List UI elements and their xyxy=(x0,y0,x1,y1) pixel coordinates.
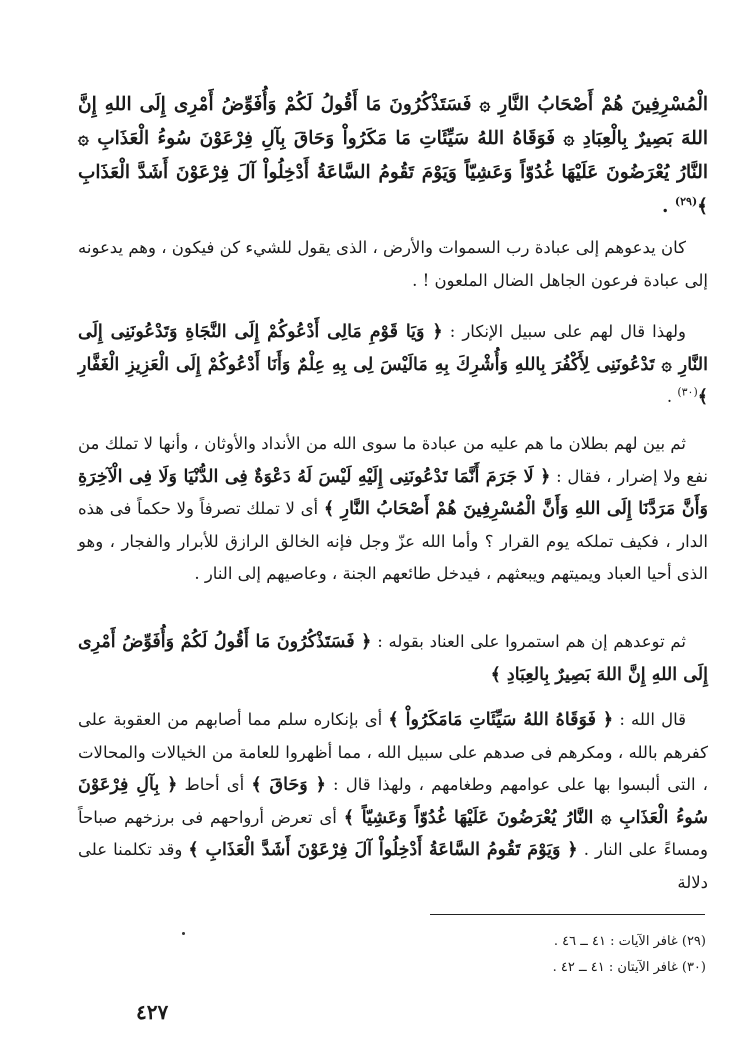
paragraph-text: أى بإنكاره سلم مما أصابهم من العقوبة على كفرهم بالله ، ومكرهم فى صدهم على سبيل الله ، مما أظهروا للعامة من الخيالات والمحالات ، التى ألبسوا بها على عوامهم وطغامهم ، ولهذا قال : xyxy=(78,710,708,794)
quran-verses: الْمُسْرِفِينَ هُمْ أَصْحَابُ النَّارِ ۞ فَسَتَذْكُرُونَ مَا أَقُولُ لَكُمْ وَأُفَوِّضُ أَمْرِى إِلَى اللهِ إِنَّ اللهَ بَصِيرٌ بِالْعِبَادِ ۞ فَوَقَاهُ اللهُ سَيِّئَاتِ مَا مَكَرُواْ وَحَاقَ بِآلِ فِرْعَوْنَ سُوءُ الْعَذَابِ ۞ النَّارُ يُعْرَضُونَ عَلَيْهَا غُدُوّاً وَعَشِيّاً وَيَوْمَ تَقُومُ السَّاعَةُ أَدْخِلُواْ آلَ فِرْعَوْنَ أَشَدَّ الْعَذَابِ ﴾ xyxy=(78,94,708,217)
paragraph-text: وقد تكلمنا على دلالة xyxy=(78,840,708,892)
quran-verses: ﴿ لَا جَرَمَ أَنَّمَا تَدْعُونَنِى إِلَيْهِ لَيْسَ لَهُ دَعْوَةٌ فِى الدُّنْيَا وَلَا فِى الْآخِرَةِ وَأَنَّ مَرَدَّنَا إِلَى اللهِ وَأَنَّ الْمُسْرِفِينَ هُمْ أَصْحَابُ النَّارِ ﴾ xyxy=(78,466,708,519)
footnote-ref-29: (٢٩) xyxy=(674,194,698,208)
paragraph-denial: ولهذا قال لهم على سبيل الإنكار : ﴿ وَيَا قَوْمِ مَالِى أَدْعُوكُمْ إِلَى النَّجَاةِ وَتَدْعُونَنِى إِلَى النَّارِ ۞ تَدْعُونَنِى لِأَكْفُرَ بِاللهِ وَأُشْرِكَ بِهِ مَالَيْسَ لِى بِهِ عِلْمٌ وَأَنَا أَدْعُوكُمْ إِلَى الْعَزِيزِ الْغَفَّارِ ﴾$^{(٣٠)}$ . xyxy=(78,322,708,407)
quran-verses: ﴿ وَحَاقَ ﴾ xyxy=(251,775,326,795)
quran-verses: ﴿ بِآلِ فِرْعَوْنَ سُوءُ الْعَذَابِ ۞ النَّارُ يُعْرَضُونَ عَلَيْهَا غُدُوّاً وَعَشِيّاً ﴾ xyxy=(78,775,708,828)
quran-verses: ﴿ فَوَقَاهُ اللهُ سَيِّئَاتِ مَامَكَرُواْ ﴾ xyxy=(388,710,614,730)
paragraph-threat xyxy=(78,626,708,691)
footnote-ref-30: (٣٠) xyxy=(677,385,698,399)
quran-passage-opening: الْمُسْرِفِينَ هُمْ أَصْحَابُ النَّارِ ۞ فَسَتَذْكُرُونَ مَا أَقُولُ لَكُمْ وَأُفَوِّضُ أَمْرِى إِلَى اللهِ إِنَّ اللهَ بَصِيرٌ بِالْعِبَادِ ۞ فَوَقَاهُ اللهُ سَيِّئَاتِ مَا مَكَرُواْ وَحَاقَ بِآلِ فِرْعَوْنَ سُوءُ الْعَذَابِ ۞ النَّارُ يُعْرَضُونَ عَلَيْهَا غُدُوّاً وَعَشِيّاً وَيَوْمَ تَقُومُ السَّاعَةُ أَدْخِلُواْ آلَ فِرْعَوْنَ أَشَدَّ الْعَذَابِ ﴾$^{(٢٩)}$ . xyxy=(78,94,708,217)
ink-speck xyxy=(182,932,185,935)
footnote-divider xyxy=(430,914,705,915)
paragraph-text: أى تعرض أرواحهم فى برزخهم صباحاً ومساءً على النار . xyxy=(78,807,709,859)
paragraph-text: أى أحاط xyxy=(184,775,245,794)
paragraph-text: أى لا تملك تصرفاً ولا حكماً فى هذه الدار ، فكيف تملكه يوم القرار ؟ وأما الله عزّ وجل فإنه الخالق الرازق للأبرار والفجار ، وهو الذى أحيا العباد ويميتهم ويبعثهم ، فيدخل طائعهم الجنة ، وعاصيهم إلى النار . xyxy=(78,499,708,583)
paragraph-invitation: كان يدعوهم إلى عبادة رب السموات والأرض ، الذى يقول للشيء كن فيكون ، وهم يدعونه إلى عبادة فرعون الجاهل الضال الملعون ! . xyxy=(78,238,708,290)
paragraph-text: ثم توعدهم إن هم استمروا على العناد بقوله : xyxy=(377,632,687,651)
paragraph-text: ثم بين لهم بطلان ما هم عليه من عبادة ما سوى الله من الأنداد والأوثان ، وأنها لا تملك من نفع ولا إضرار ، فقال : xyxy=(78,434,709,486)
footnote-29: (٢٩) غافر الآيات : ٤١ ــ ٤٦ . xyxy=(553,934,706,949)
quran-verses: ﴿ وَيَا قَوْمِ مَالِى أَدْعُوكُمْ إِلَى النَّجَاةِ وَتَدْعُونَنِى إِلَى النَّارِ ۞ تَدْعُونَنِى لِأَكْفُرَ بِاللهِ وَأُشْرِكَ بِهِ مَالَيْسَ لِى بِهِ عِلْمٌ وَأَنَا أَدْعُوكُمْ إِلَى الْعَزِيزِ الْغَفَّارِ ﴾ xyxy=(78,322,708,407)
paragraph-protection xyxy=(78,704,708,899)
quran-verses: ﴿ وَيَوْمَ تَقُومُ السَّاعَةُ أَدْخِلُواْ آلَ فِرْعَوْنَ أَشَدَّ الْعَذَابِ ﴾ xyxy=(188,840,578,860)
page-number: ٤٢٧ xyxy=(136,1000,169,1024)
footnote-30: (٣٠) غافر الآيتان : ٤١ ــ ٤٢ . xyxy=(552,960,706,975)
paragraph-text: ولهذا قال لهم على سبيل الإنكار : xyxy=(449,322,686,341)
quran-verses: ﴿ فَسَتَذْكُرُونَ مَا أَقُولُ لَكُمْ وَأُفَوِّضُ أَمْرِى إِلَى اللهِ إِنَّ اللهَ بَصِيرٌ بِالعِبَادِ ﴾ xyxy=(78,632,708,685)
paragraph-idols xyxy=(78,428,708,591)
paragraph-text: قال الله : xyxy=(619,710,686,729)
